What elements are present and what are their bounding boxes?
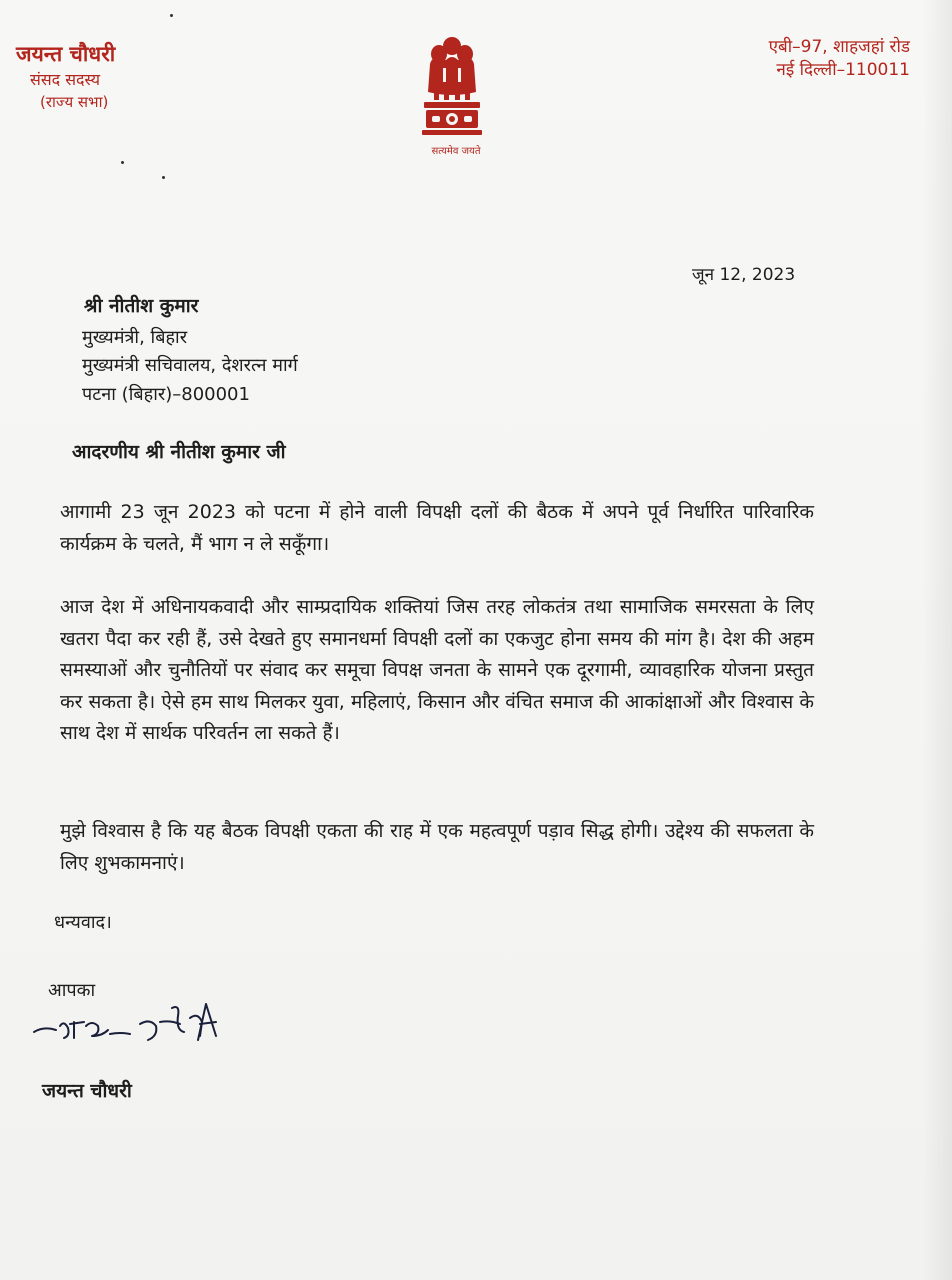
speck — [170, 14, 173, 17]
handwritten-signature — [30, 996, 240, 1056]
speck — [162, 176, 165, 179]
body-paragraph-1: आगामी 23 जून 2023 को पटना में होने वाली विपक्षी दलों की बैठक में अपने पूर्व निर्धारित पारिवारिक कार्यक्रम के चलते, मैं भाग न ले सकूँगा। — [60, 501, 814, 555]
recipient-line-3: पटना (बिहार)–800001 — [82, 384, 250, 405]
speck — [121, 161, 124, 164]
letter-date: जून 12, 2023 — [692, 265, 796, 285]
sender-house: (राज्य सभा) — [40, 93, 109, 111]
address-line-2: नई दिल्ली–110011 — [776, 60, 910, 80]
address-line-1: एबी–97, शाहजहां रोड — [768, 37, 910, 57]
sender-role: संसद सदस्य — [30, 70, 101, 89]
page-edge-shadow — [922, 0, 952, 1280]
thanks-line: धन्यवाद। — [54, 912, 112, 933]
body-paragraph-2: आज देश में अधिनायकवादी और साम्प्रदायिक शक्तियां जिस तरह लोकतंत्र तथा सामाजिक समरसता के लिए खतरा पैदा कर रही हैं, उसे देखते हुए समानधर्मा विपक्षी दलों का एकजुट होना समय की मांग है। देश की अहम समस्याओं और चुनौतियों पर संवाद कर समूचा विपक्ष जनता के सामने एक दूरगामी, व्यावहारिक योजना प्रस्तुत कर सकता है। ऐसे हम साथ मिलकर युवा, महिलाएं, किसान और वंचित समाज की आकांक्षाओं और विश्वास के साथ देश में सार्थक परिवर्तन ला सकते हैं। — [60, 596, 814, 744]
sender-name: जयन्त चौधरी — [16, 42, 116, 66]
recipient-line-1: मुख्यमंत्री, बिहार — [82, 327, 188, 348]
recipient-name: श्री नीतीश कुमार — [84, 295, 199, 317]
closing-line: आपका — [48, 980, 96, 1001]
salutation: आदरणीय श्री नीतीश कुमार जी — [72, 441, 286, 463]
body-paragraph-3: मुझे विश्वास है कि यह बैठक विपक्षी एकता की राह में एक महत्वपूर्ण पड़ाव सिद्ध होगी। उद्देश्य की सफलता के लिए शुभकामनाएं। — [60, 820, 814, 874]
emblem-motto: सत्यमेव जयते — [431, 146, 481, 157]
signer-name: जयन्त चौधरी — [42, 1080, 132, 1102]
national-emblem-icon — [418, 34, 486, 144]
recipient-line-2: मुख्यमंत्री सचिवालय, देशरत्न मार्ग — [82, 355, 298, 376]
